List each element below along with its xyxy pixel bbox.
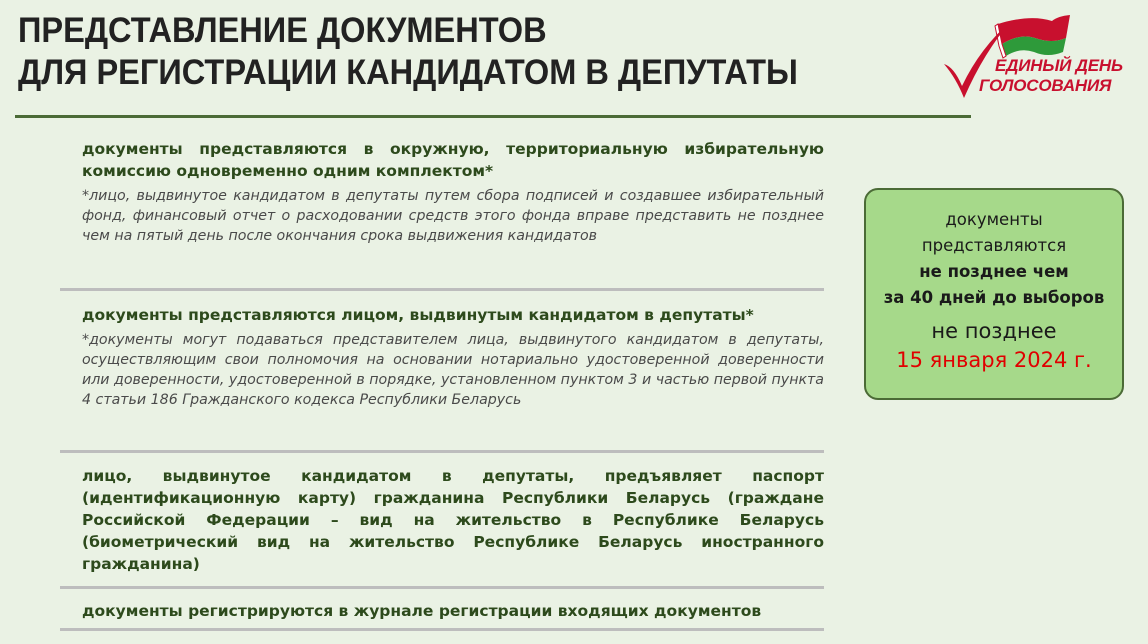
deadline-line-5: не позднее xyxy=(931,319,1057,343)
list-item xyxy=(60,453,824,589)
item-main-text: лицо, выдвинутое кандидатом в депутаты, предъявляет паспорт (идентификационную карту) гражданина Республики Беларусь (граждане Российской Федерации – вид на жительство в Республике Беларусь (биометрический вид на жительство Республике Беларусь иностранного гражданина) xyxy=(82,467,824,573)
deadline-line-4: за 40 дней до выборов xyxy=(883,288,1105,307)
title-line-2: ДЛЯ РЕГИСТРАЦИИ КАНДИДАТОМ В ДЕПУТАТЫ xyxy=(18,53,798,92)
title-divider xyxy=(15,115,971,118)
list-item xyxy=(60,589,824,631)
title-line-1: ПРЕДСТАВЛЕНИЕ ДОКУМЕНТОВ xyxy=(18,11,547,50)
item-main-text: документы представляются в окружную, территориальную избирательную комиссию одновременно одним комплектом* xyxy=(82,140,824,180)
requirements-list xyxy=(60,130,824,631)
item-footnote: *документы могут подаваться представителем лица, выдвинутого кандидатом в депутаты, осуществляющим свои полномочия на основании нотариально удостоверенной доверенности или доверенности, удостоверенной в порядке, установленном пунктом 3 и частью первой пункта 4 статьи 186 Гражданского кодекса Республики Беларусь xyxy=(82,332,824,408)
deadline-line-1: документы xyxy=(945,210,1043,229)
item-main-text: документы регистрируются в журнале регистрации входящих документов xyxy=(82,602,762,620)
page-title xyxy=(18,10,855,94)
deadline-line-3: не позднее чем xyxy=(919,262,1069,281)
deadline-box xyxy=(864,188,1124,400)
item-main-text: документы представляются лицом, выдвинутым кандидатом в депутаты* xyxy=(82,306,754,324)
list-item xyxy=(60,130,824,291)
deadline-line-2: представляются xyxy=(921,236,1067,255)
logo-text-line-2: ГОЛОСОВАНИЯ xyxy=(979,76,1112,95)
election-day-logo xyxy=(940,12,1130,102)
list-item xyxy=(60,291,824,453)
deadline-date: 15 января 2024 г. xyxy=(896,348,1092,372)
logo-text-line-1: ЕДИНЫЙ ДЕНЬ xyxy=(995,56,1123,75)
item-footnote: *лицо, выдвинутое кандидатом в депутаты путем сбора подписей и создавшее избирательный фонд, финансовый отчет о расходовании средств этого фонда вправе представить не позднее чем на пятый день после окончания срока выдвижения кандидатов xyxy=(82,188,824,244)
